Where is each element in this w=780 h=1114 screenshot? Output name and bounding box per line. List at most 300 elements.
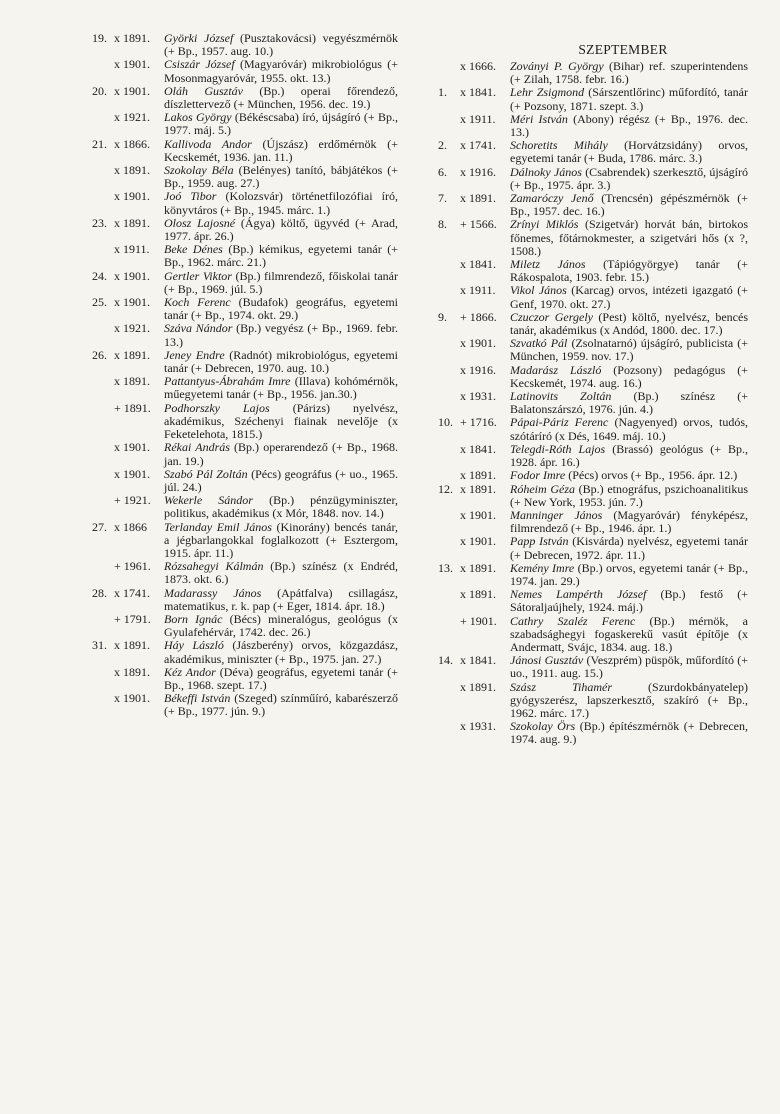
entry-name: Schoretits Mihály [510,138,608,153]
entry-row [438,139,748,165]
entry-year: + 1961. [114,559,151,574]
entry-details: (Kisvárda) nyelvész, egyetemi tanár (+ Debrecen, 1972. ápr. 11.) [510,534,749,562]
entry-name: Szabó Pál Zoltán [164,466,248,481]
entry-text [164,217,398,243]
entry-text [510,509,748,535]
entry-name: Rózsahegyi Kálmán [164,559,264,574]
entry-details: (Pozsony) pedagógus (+ Kecskemét, 1974. aug. 16.) [510,362,748,390]
entry-row [438,483,748,509]
entry-text [510,416,748,442]
entry-details: (Bp.) vegyész (+ Bp., 1969. febr. 13.) [164,321,398,349]
entry-row [92,85,398,111]
entry-text [164,402,398,442]
entry-details: (Illava) kohómérnök, műegyetemi tanár (+ Bp., 1956. jan.30.) [164,374,399,402]
entry-text [164,164,398,190]
entry-year: x 1891. [460,587,496,602]
entry-year: x 1901. [114,440,150,455]
entry-details: (Kolozsvár) történetfilozófiai író, könyvtáros (+ Bp., 1945. márc. 1.) [164,189,398,217]
entry-row [92,494,398,520]
entry-text [510,390,748,416]
entry-text [164,349,398,375]
entry-day [92,613,114,639]
entry-text [510,562,748,588]
entry-day [438,113,460,139]
entry-text [510,364,748,390]
entry-details: (Pest) költő, nyelvész, bencés tanár, akadémikus (x Andód, 1800. dec. 17.) [510,309,749,338]
entry-details: (Budafok) geográfus, egyetemi tanár (+ Bp., 1974. okt. 29.) [164,295,398,323]
entry-text [164,639,398,665]
entry-row [438,654,748,680]
entry-year: x 1841. [460,653,496,668]
entry-day: 9. [438,309,447,324]
entry-row [92,322,398,348]
entry-name: Kemény Imre [510,560,575,575]
entry-text [164,468,398,494]
entry-text [164,58,398,84]
entry-row [438,258,748,284]
entry-day: 6. [438,164,447,179]
entry-day: 10. [438,415,453,430]
entry-year: + 1716. [460,415,497,430]
entry-text [510,86,748,112]
entry-row [92,613,398,639]
entry-text [510,113,748,139]
entry-row [438,218,748,258]
entry-year: + 1891. [114,400,151,415]
entry-text [510,192,748,218]
entry-row [92,138,398,164]
entry-text [164,32,398,58]
entry-name: Szász Tihamér [510,679,613,694]
entry-name: Kéz Andor [164,664,216,679]
entry-day: 1. [438,85,447,100]
entry-details: (Bp.) kémikus, egyetemi tanár (+ Bp., 1962. márc. 21.) [164,242,399,270]
entry-day [92,441,114,467]
entry-details: (Békéscsaba) író, újságíró (+ Bp., 1977. máj. 5.) [164,110,398,138]
entry-row [92,270,398,296]
entry-row [92,468,398,494]
entry-year: x 1931. [460,719,496,734]
entry-year: x 1901. [114,466,150,481]
entry-name: Száva Nándor [164,321,233,336]
entry-details: (Horvátzsidány) orvos, egyetemi tanár (+ Buda, 1786. márc. 3.) [510,138,748,166]
entry-day [438,469,460,482]
entry-text [164,322,398,348]
entry-name: Zoványi P. György [510,59,604,73]
entry-day: 23. [92,215,107,230]
entry-day [438,258,460,284]
entry-name: Olosz Lajosné [164,215,236,230]
entry-day [438,443,460,469]
entry-day: 8. [438,217,447,232]
entry-name: Szokolay Béla [164,163,234,178]
entry-row [438,60,748,86]
entry-row [92,402,398,442]
entry-details: (Veszprém) püspök, műfordító (+ uo., 1911. aug. 15.) [510,653,748,681]
entry-details: (Bp.) orvos, egyetemi tanár (+ Bp., 1974. jan. 29.) [510,560,748,588]
entry-name: Latinovits Zoltán [510,389,612,404]
entry-year: x 1741. [114,585,150,600]
entry-row [438,416,748,442]
entry-name: Csiszár József [164,57,235,72]
month-heading: SZEPTEMBER [578,42,668,57]
entry-row [438,311,748,337]
entry-row [92,243,398,269]
entry-day [438,535,460,561]
entry-day: 12. [438,481,453,496]
entry-year: x 1901. [460,507,496,522]
entry-row [92,349,398,375]
entry-year: x 1891. [114,664,150,679]
entry-text [164,190,398,216]
entry-details: (Csabrendek) szerkesztő, újságíró (+ Bp., 1975. ápr. 3.) [510,164,748,192]
entry-row [92,441,398,467]
entry-name: Terlanday Emil János [164,519,272,534]
entry-details: (Tápiógyörgye) tanár (+ Rákospalota, 1903. febr. 15.) [510,257,748,285]
entry-text [510,218,748,258]
entry-details: (Zsolnatarnó) újságíró, publicista (+ München, 1959. nov. 17.) [510,336,749,364]
entry-text [164,587,398,613]
entry-day [92,666,114,692]
entry-year: x 1891. [460,481,496,496]
entry-day [92,58,114,84]
entry-details: (Párizs) nyelvész, akadémikus, Széchenyi fiainak nevelője (x Feketelehota, 1815.) [164,400,398,442]
entry-day: 28. [92,585,107,600]
entry-name: Wekerle Sándor [164,493,253,508]
entry-year: x 1841. [460,441,496,456]
entry-details: (Nagyenyed) orvos, tudós, szótáríró (x Dés, 1649. máj. 10.) [510,415,748,443]
entry-row [92,375,398,401]
entry-name: Vikol János [510,283,567,298]
entry-year: x 1741. [460,138,496,153]
entry-year: + 1921. [114,493,151,508]
entry-year: x 1901. [460,336,496,351]
entry-year: + 1566. [460,217,497,232]
entry-row [438,192,748,218]
entry-details: (Bihar) ref. szuperintendens (+ Zilah, 1758. febr. 16.) [510,59,748,87]
entry-text [164,494,398,520]
entry-row [92,190,398,216]
entry-details: (Karcag) orvos, intézeti igazgató (+ Genf, 1970. okt. 27.) [510,283,748,311]
entry-year: + 1901. [460,613,497,628]
entry-day [438,284,460,310]
entry-name: Miletz János [510,257,586,272]
entry-details: (Újszász) erdőmérnök (+ Kecskemét, 1936. jan. 11.) [164,136,398,164]
entry-row [438,720,748,746]
entry-year: x 1901. [114,57,150,72]
entry-text [510,337,748,363]
entry-day [92,692,114,718]
entry-year: x 1916. [460,362,496,377]
entry-row [92,639,398,665]
entry-day [438,390,460,416]
entry-year: x 1891. [114,347,150,362]
entry-name: Nemes Lampérth József [510,587,647,602]
entry-text [510,483,748,509]
entry-year: x 1866. [114,136,150,151]
entry-day: 21. [92,136,107,151]
entry-day [92,494,114,520]
right-column [438,32,748,747]
entry-day [438,60,460,86]
entry-name: Fodor Imre [510,468,566,483]
entry-row [92,666,398,692]
entry-day [92,322,114,348]
entry-name: Papp István [510,534,569,549]
entry-row [92,296,398,322]
entry-row [438,86,748,112]
entry-text [164,85,398,111]
entry-details: (Jászberény) orvos, közgazdász, akadémikus, miniszter (+ Bp., 1975. jan. 27.) [164,638,398,666]
entry-details: (Pécs) orvos (+ Bp., 1956. ápr. 12.) [565,468,738,483]
entry-day: 14. [438,653,453,668]
entry-name: Pattantyus-Ábrahám Imre [164,374,291,389]
entry-row [92,560,398,586]
entry-row [92,521,398,561]
entry-details: (Magyaróvár) fényképész, filmrendező (+ Bp., 1946. ápr. 1.) [510,507,748,536]
entry-day: 24. [92,268,107,283]
entry-name: Dálnoky János [510,164,582,179]
entry-text [510,535,748,561]
entry-row [92,217,398,243]
entry-year: x 1931. [460,389,496,404]
entry-details: (Ágya) költő, ügyvéd (+ Arad, 1977. ápr. 26.) [164,215,398,244]
entry-year: x 1901. [114,83,150,98]
entry-details: (Pusztakovácsi) vegyészmérnök (+ Bp., 1957. aug. 10.) [164,31,398,59]
entry-name: Györki József [164,31,234,45]
entry-name: Joó Tibor [164,189,217,204]
entry-year: x 1901. [460,534,496,549]
entry-name: Szvatkó Pál [510,336,568,351]
entry-year: x 1891. [114,215,150,230]
entry-text [510,284,748,310]
entry-text [164,296,398,322]
entry-text [510,139,748,165]
entry-day: 7. [438,191,447,206]
entry-name: Oláh Gusztáv [164,83,244,98]
entry-name: Born Ignác [164,611,223,626]
entry-text [510,654,748,680]
entry-details: (Bp.) etnográfus, pszichoanalitikus (+ New York, 1953. jún. 7.) [510,481,748,509]
entry-row [438,509,748,535]
entry-day [92,402,114,442]
entry-text [510,681,748,721]
entry-day [438,588,460,614]
entry-row [438,390,748,416]
entry-year: x 1891. [114,163,150,178]
entry-name: Békeffi István [164,691,231,706]
entry-text [164,111,398,137]
entry-text [510,443,748,469]
entry-text [164,666,398,692]
entry-name: Háy László [164,638,224,653]
entry-row [438,284,748,310]
entry-name: Madarassy János [164,585,262,600]
entry-year: + 1791. [114,611,151,626]
entry-details: (Bp.) színész (x Endréd, 1873. okt. 6.) [164,559,398,587]
entry-year: x 1891. [460,468,496,483]
entry-text [164,270,398,296]
entry-day: 13. [438,560,453,575]
entry-day [438,720,460,746]
entry-row [92,692,398,718]
entry-day: 26. [92,347,107,362]
entry-details: (Déva) geográfus, egyetemi tanár (+ Bp., 1968. szept. 17.) [164,664,398,692]
entry-row [438,681,748,721]
entry-name: Cathry Szaléz Ferenc [510,613,636,628]
entry-details: (Bp.) építészmérnök (+ Debrecen, 1974. aug. 9.) [510,719,748,747]
entry-row [438,166,748,192]
entry-details: (Bp.) operai főrendező, díszlettervező (+ München, 1956. dec. 19.) [164,83,398,112]
entry-text [164,375,398,401]
entry-day [92,243,114,269]
entry-details: (Bp.) pénzügyminiszter, politikus, akadémikus (x Mór, 1848. nov. 14.) [164,493,399,521]
entry-details: (Trencsén) gépészmérnök (+ Bp., 1957. dec. 16.) [510,191,748,219]
entry-day: 31. [92,638,107,653]
entry-year: x 1901. [114,189,150,204]
entry-year: x 1901. [114,691,150,706]
entry-row [92,32,398,58]
entry-name: Zamaróczy Jenő [510,191,594,206]
entry-day [438,681,460,721]
entry-year: x 1891. [460,560,496,575]
entry-name: Beke Dénes [164,242,223,257]
entry-year: x 1891. [114,638,150,653]
entry-year: x 1901. [114,268,150,283]
entry-text [164,243,398,269]
entry-details: (Bp.) színész (+ Balatonszárszó, 1976. jún. 4.) [510,389,748,417]
entry-year: x 1891. [114,374,150,389]
entry-name: Róheim Géza [510,481,575,496]
entry-day [438,364,460,390]
entry-name: Jánosi Gusztáv [510,653,584,668]
entry-text [164,441,398,467]
entry-row [438,615,748,655]
entry-text [164,613,398,639]
entry-text [510,615,748,655]
entry-day: 25. [92,295,107,310]
entry-name: Czuczor Gergely [510,309,593,324]
entry-name: Koch Ferenc [164,295,231,310]
entry-details: (Bp.) mérnök, a szabadsághegyi fogaskerekű vasút építője (x Andermatt, Svájc, 1834. aug. 18.) [510,613,748,654]
entry-details: (Pécs) geográfus (+ uo., 1965. júl. 24.) [164,466,398,494]
entry-details: (Sárszentlőrinc) műfordító, tanár (+ Pozsony, 1871. szept. 3.) [510,85,748,113]
entry-details: (Szigetvár) horvát bán, birtokos főnemes, főtárnokmester, a szigetvári hős (x ?, 1508.) [510,217,749,258]
entry-year: x 1921. [114,110,150,125]
entry-year: + 1866. [460,309,497,324]
entry-row [438,535,748,561]
entry-day [92,111,114,137]
entry-text [510,60,748,86]
entry-text [164,138,398,164]
entry-year: x 1911. [114,242,150,257]
entry-details: (Bp.) filmrendező, főiskolai tanár (+ Bp., 1969. júl. 5.) [164,268,398,296]
entry-name: Pápai-Páriz Ferenc [510,415,609,430]
entry-row [438,113,748,139]
entry-details: (Kinorány) bencés tanár, a jégbarlangokkal foglalkozott (+ Esztergom, 1915. ápr. 11.) [164,519,399,560]
entry-row [438,337,748,363]
entry-name: Lehr Zsigmond [510,85,585,100]
entry-details: (Apátfalva) csillagász, matematikus, r. k. pap (+ Eger, 1814. ápr. 18.) [164,585,398,613]
left-column [92,32,398,719]
entry-row [438,364,748,390]
entry-details: (Bp.) festő (+ Sátoraljaújhely, 1924. máj.) [510,587,748,615]
entry-row [438,443,748,469]
entry-name: Méri István [510,111,568,126]
entry-year: x 1921. [114,321,150,336]
entry-details: (Brassó) geológus (+ Bp., 1928. ápr. 16.) [510,441,748,470]
entry-text [164,692,398,718]
entry-year: x 1891. [114,31,150,45]
entry-year: x 1911. [460,283,496,298]
entry-row [92,58,398,84]
entry-details: (Bécs) mineralógus, geológus (x Gyulafehérvár, 1742. dec. 26.) [164,611,398,640]
entry-row [92,164,398,190]
entry-day [92,375,114,401]
entry-row [92,587,398,613]
entry-row [438,562,748,588]
entry-name: Zrínyi Miklós [510,217,579,232]
entry-day [438,615,460,655]
entry-name: Jeney Endre [164,347,225,362]
entry-details: (Szurdokbányatelep) gyógyszerész, lapszerkesztő, szakíró (+ Bp., 1962. márc. 17.) [510,679,748,720]
entry-year: x 1841. [460,85,496,100]
entry-details: (Magyaróvár) mikrobiológus (+ Mosonmagyaróvár, 1955. okt. 13.) [164,57,398,85]
entry-name: Manninger János [510,507,603,522]
entry-day [92,190,114,216]
entry-details: (Abony) régész (+ Bp., 1976. dec. 13.) [510,111,748,140]
entry-text [510,720,748,746]
entry-name: Szokolay Örs [510,719,576,734]
entry-text [510,588,748,614]
entry-row [438,588,748,614]
entry-year: x 1666. [460,59,496,73]
entry-name: Madarász László [510,362,602,377]
entry-details: (Szeged) színműíró, kabarészerző (+ Bp., 1977. jún. 9.) [164,691,398,719]
entry-name: Podhorszky Lajos [164,400,270,415]
entry-year: x 1891. [460,679,496,694]
entry-text [510,166,748,192]
entry-year: x 1841. [460,257,496,272]
entry-day [438,337,460,363]
entry-day: 20. [92,83,107,98]
entry-day [438,509,460,535]
entry-year: x 1911. [460,111,496,126]
entry-name: Gertler Viktor [164,268,232,283]
entry-day [92,468,114,494]
entry-name: Lakos György [164,110,232,125]
entry-name: Kallivoda Andor [164,136,252,151]
entry-name: Rékai András [164,440,230,455]
entry-day [92,164,114,190]
entry-text [510,258,748,284]
entry-details: (Bp.) operarendező (+ Bp., 1968. jan. 19.) [164,440,398,468]
entry-text [510,311,748,337]
entry-details: (Radnót) mikrobiológus, egyetemi tanár (+ Debrecen, 1970. aug. 10.) [164,347,399,376]
entry-year: x 1916. [460,164,496,179]
entry-row [92,111,398,137]
entry-text [164,521,398,561]
entry-day [92,560,114,586]
entry-text [164,560,398,586]
entry-details: (Belényes) tanító, bábjátékos (+ Bp., 1959. aug. 27.) [164,163,398,191]
entry-year: x 1901. [114,295,150,310]
entry-day: 19. [92,31,107,45]
entry-year: x 1866 [114,519,147,534]
entry-year: x 1891. [460,191,496,206]
entry-day: 27. [92,519,107,534]
entry-day: 2. [438,138,447,153]
